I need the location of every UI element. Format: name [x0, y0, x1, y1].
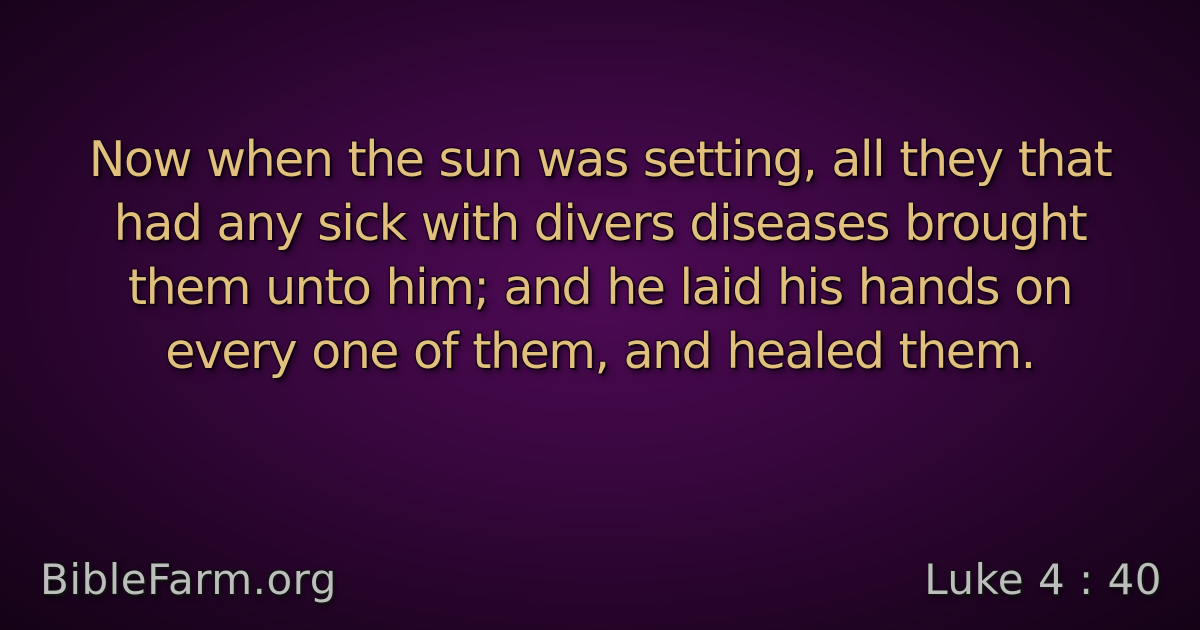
verse-line-1: Now when the sun was setting, all they that	[88, 131, 1112, 188]
verse-line-4: every one of them, and healed them.	[165, 323, 1035, 380]
verse-text	[40, 128, 1160, 384]
verse-line-3: them unto him; and he laid his hands on	[127, 259, 1073, 316]
verse-reference: Luke 4 : 40	[924, 555, 1162, 604]
verse-line-2: had any sick with divers diseases brought	[113, 195, 1087, 252]
site-name: BibleFarm.org	[40, 555, 337, 604]
